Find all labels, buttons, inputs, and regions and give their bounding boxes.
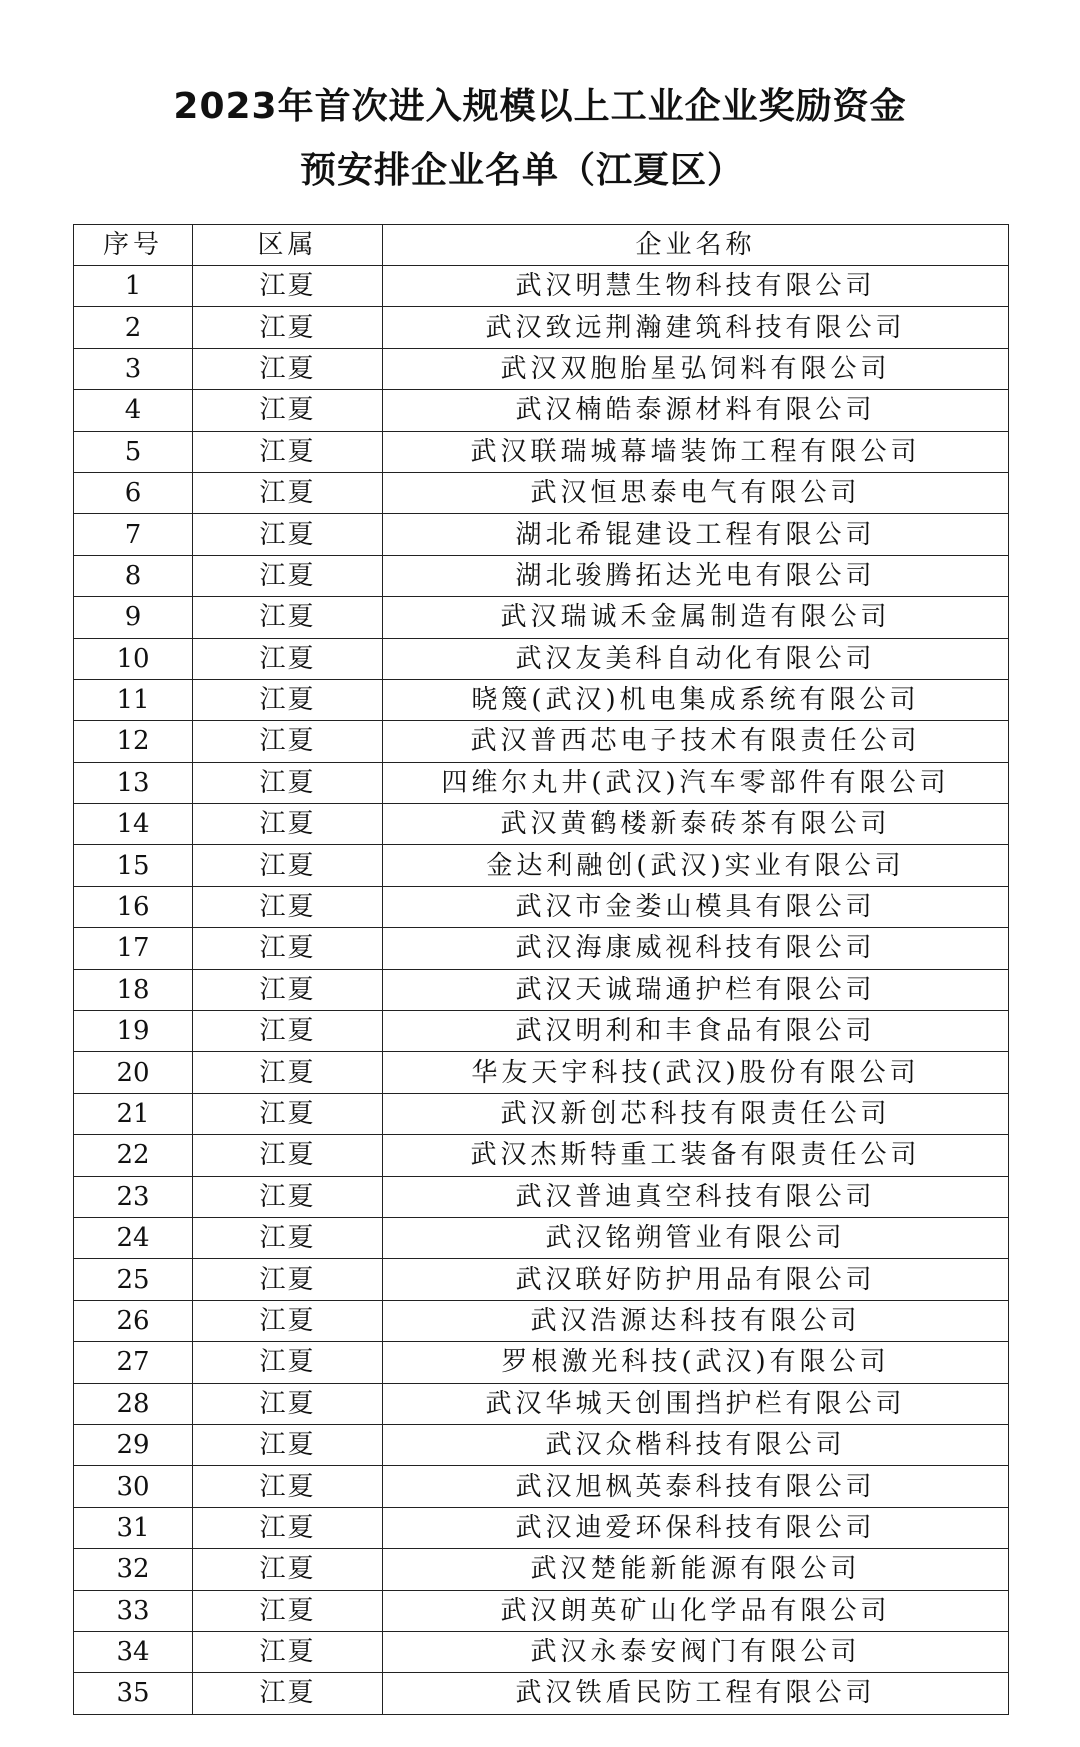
row-district: 江夏 (193, 1135, 383, 1176)
table-row (74, 1011, 1009, 1052)
row-company-name: 武汉联瑞城幕墙装饰工程有限公司 (383, 431, 1009, 472)
row-company-name: 武汉永泰安阀门有限公司 (383, 1631, 1009, 1672)
row-serial-number: 23 (74, 1176, 193, 1217)
row-company-name: 武汉致远荆瀚建筑科技有限公司 (383, 307, 1009, 348)
table-row (74, 1507, 1009, 1548)
row-serial-number: 14 (74, 804, 193, 845)
row-district: 江夏 (193, 597, 383, 638)
row-serial-number: 26 (74, 1300, 193, 1341)
row-district: 江夏 (193, 472, 383, 513)
table-row (74, 969, 1009, 1010)
row-company-name: 武汉联好防护用品有限公司 (383, 1259, 1009, 1300)
row-company-name: 武汉新创芯科技有限责任公司 (383, 1093, 1009, 1134)
row-serial-number: 13 (74, 762, 193, 803)
row-company-name: 武汉海康威视科技有限公司 (383, 928, 1009, 969)
row-company-name: 武汉浩源达科技有限公司 (383, 1300, 1009, 1341)
company-list-table (73, 224, 1009, 1715)
header-company-name: 企业名称 (383, 225, 1009, 266)
row-company-name: 湖北希锟建设工程有限公司 (383, 514, 1009, 555)
document-title-line2: 预安排企业名单（江夏区） (300, 150, 745, 191)
table-row (74, 1176, 1009, 1217)
row-district: 江夏 (193, 514, 383, 555)
table-row (74, 555, 1009, 596)
table-row (74, 1135, 1009, 1176)
row-serial-number: 8 (74, 555, 193, 596)
row-company-name: 武汉友美科自动化有限公司 (383, 638, 1009, 679)
row-company-name: 武汉迪爱环保科技有限公司 (383, 1507, 1009, 1548)
table-row (74, 1383, 1009, 1424)
row-company-name: 武汉华城天创围挡护栏有限公司 (383, 1383, 1009, 1424)
row-serial-number: 2 (74, 307, 193, 348)
table-row (74, 1052, 1009, 1093)
row-district: 江夏 (193, 721, 383, 762)
row-serial-number: 25 (74, 1259, 193, 1300)
row-district: 江夏 (193, 928, 383, 969)
row-district: 江夏 (193, 266, 383, 307)
header-serial-number: 序号 (74, 225, 193, 266)
row-serial-number: 22 (74, 1135, 193, 1176)
row-serial-number: 15 (74, 845, 193, 886)
row-serial-number: 10 (74, 638, 193, 679)
row-serial-number: 19 (74, 1011, 193, 1052)
row-company-name: 武汉普西芯电子技术有限责任公司 (383, 721, 1009, 762)
row-district: 江夏 (193, 1549, 383, 1590)
table-row (74, 1093, 1009, 1134)
row-company-name: 武汉双胞胎星弘饲料有限公司 (383, 348, 1009, 389)
table-row (74, 307, 1009, 348)
table-row (74, 886, 1009, 927)
row-serial-number: 11 (74, 679, 193, 720)
row-company-name: 武汉杰斯特重工装备有限责任公司 (383, 1135, 1009, 1176)
table-row (74, 266, 1009, 307)
table-row (74, 1300, 1009, 1341)
row-district: 江夏 (193, 845, 383, 886)
table-row (74, 928, 1009, 969)
table-row (74, 1631, 1009, 1672)
row-serial-number: 18 (74, 969, 193, 1010)
row-serial-number: 34 (74, 1631, 193, 1672)
row-serial-number: 28 (74, 1383, 193, 1424)
row-serial-number: 3 (74, 348, 193, 389)
document-title-line1: 2023年首次进入规模以上工业企业奖励资金 (173, 86, 907, 127)
row-serial-number: 9 (74, 597, 193, 638)
row-company-name: 武汉市金娄山模具有限公司 (383, 886, 1009, 927)
table-row (74, 762, 1009, 803)
row-district: 江夏 (193, 1259, 383, 1300)
row-district: 江夏 (193, 431, 383, 472)
table-row (74, 348, 1009, 389)
row-serial-number: 6 (74, 472, 193, 513)
row-company-name: 武汉楠皓泰源材料有限公司 (383, 390, 1009, 431)
table-row (74, 1342, 1009, 1383)
row-district: 江夏 (193, 1093, 383, 1134)
row-serial-number: 27 (74, 1342, 193, 1383)
row-serial-number: 5 (74, 431, 193, 472)
row-serial-number: 17 (74, 928, 193, 969)
row-serial-number: 33 (74, 1590, 193, 1631)
row-company-name: 四维尔丸井(武汉)汽车零部件有限公司 (383, 762, 1009, 803)
row-serial-number: 24 (74, 1217, 193, 1258)
row-district: 江夏 (193, 555, 383, 596)
row-company-name: 武汉众楷科技有限公司 (383, 1424, 1009, 1465)
row-district: 江夏 (193, 679, 383, 720)
table-row (74, 638, 1009, 679)
row-company-name: 武汉明利和丰食品有限公司 (383, 1011, 1009, 1052)
table-row (74, 390, 1009, 431)
row-district: 江夏 (193, 1176, 383, 1217)
row-district: 江夏 (193, 307, 383, 348)
row-company-name: 湖北骏腾拓达光电有限公司 (383, 555, 1009, 596)
row-district: 江夏 (193, 804, 383, 845)
table-row (74, 1549, 1009, 1590)
table-row (74, 1259, 1009, 1300)
row-serial-number: 35 (74, 1673, 193, 1714)
table-row (74, 514, 1009, 555)
row-company-name: 武汉恒思泰电气有限公司 (383, 472, 1009, 513)
row-company-name: 武汉铁盾民防工程有限公司 (383, 1673, 1009, 1714)
row-company-name: 晓篾(武汉)机电集成系统有限公司 (383, 679, 1009, 720)
row-company-name: 罗根激光科技(武汉)有限公司 (383, 1342, 1009, 1383)
table-row (74, 1466, 1009, 1507)
row-serial-number: 1 (74, 266, 193, 307)
table-row (74, 1217, 1009, 1258)
table-row (74, 1424, 1009, 1465)
row-district: 江夏 (193, 762, 383, 803)
row-company-name: 武汉旭枫英泰科技有限公司 (383, 1466, 1009, 1507)
header-district: 区属 (193, 225, 383, 266)
row-district: 江夏 (193, 886, 383, 927)
row-district: 江夏 (193, 348, 383, 389)
row-district: 江夏 (193, 1300, 383, 1341)
table-row (74, 1590, 1009, 1631)
row-company-name: 武汉楚能新能源有限公司 (383, 1549, 1009, 1590)
row-serial-number: 32 (74, 1549, 193, 1590)
table-row (74, 679, 1009, 720)
row-company-name: 武汉普迪真空科技有限公司 (383, 1176, 1009, 1217)
row-company-name: 武汉铭朔管业有限公司 (383, 1217, 1009, 1258)
row-company-name: 武汉瑞诚禾金属制造有限公司 (383, 597, 1009, 638)
row-serial-number: 16 (74, 886, 193, 927)
row-company-name: 武汉朗英矿山化学品有限公司 (383, 1590, 1009, 1631)
row-serial-number: 30 (74, 1466, 193, 1507)
table-row (74, 472, 1009, 513)
row-district: 江夏 (193, 1383, 383, 1424)
row-serial-number: 4 (74, 390, 193, 431)
row-district: 江夏 (193, 1424, 383, 1465)
row-district: 江夏 (193, 1217, 383, 1258)
row-district: 江夏 (193, 1507, 383, 1548)
row-district: 江夏 (193, 1631, 383, 1672)
row-company-name: 金达利融创(武汉)实业有限公司 (383, 845, 1009, 886)
table-row (74, 1673, 1009, 1714)
row-serial-number: 20 (74, 1052, 193, 1093)
row-district: 江夏 (193, 1673, 383, 1714)
row-serial-number: 31 (74, 1507, 193, 1548)
row-company-name: 武汉黄鹤楼新泰砖茶有限公司 (383, 804, 1009, 845)
row-district: 江夏 (193, 1011, 383, 1052)
table-row (74, 597, 1009, 638)
row-district: 江夏 (193, 1052, 383, 1093)
table-header-row (74, 225, 1009, 266)
table-row (74, 804, 1009, 845)
row-district: 江夏 (193, 1466, 383, 1507)
row-district: 江夏 (193, 390, 383, 431)
table-row (74, 721, 1009, 762)
row-serial-number: 7 (74, 514, 193, 555)
row-serial-number: 29 (74, 1424, 193, 1465)
row-company-name: 华友天宇科技(武汉)股份有限公司 (383, 1052, 1009, 1093)
table-row (74, 845, 1009, 886)
row-district: 江夏 (193, 969, 383, 1010)
row-company-name: 武汉明慧生物科技有限公司 (383, 266, 1009, 307)
row-district: 江夏 (193, 638, 383, 679)
row-company-name: 武汉天诚瑞通护栏有限公司 (383, 969, 1009, 1010)
row-district: 江夏 (193, 1590, 383, 1631)
row-district: 江夏 (193, 1342, 383, 1383)
row-serial-number: 12 (74, 721, 193, 762)
row-serial-number: 21 (74, 1093, 193, 1134)
table-row (74, 431, 1009, 472)
